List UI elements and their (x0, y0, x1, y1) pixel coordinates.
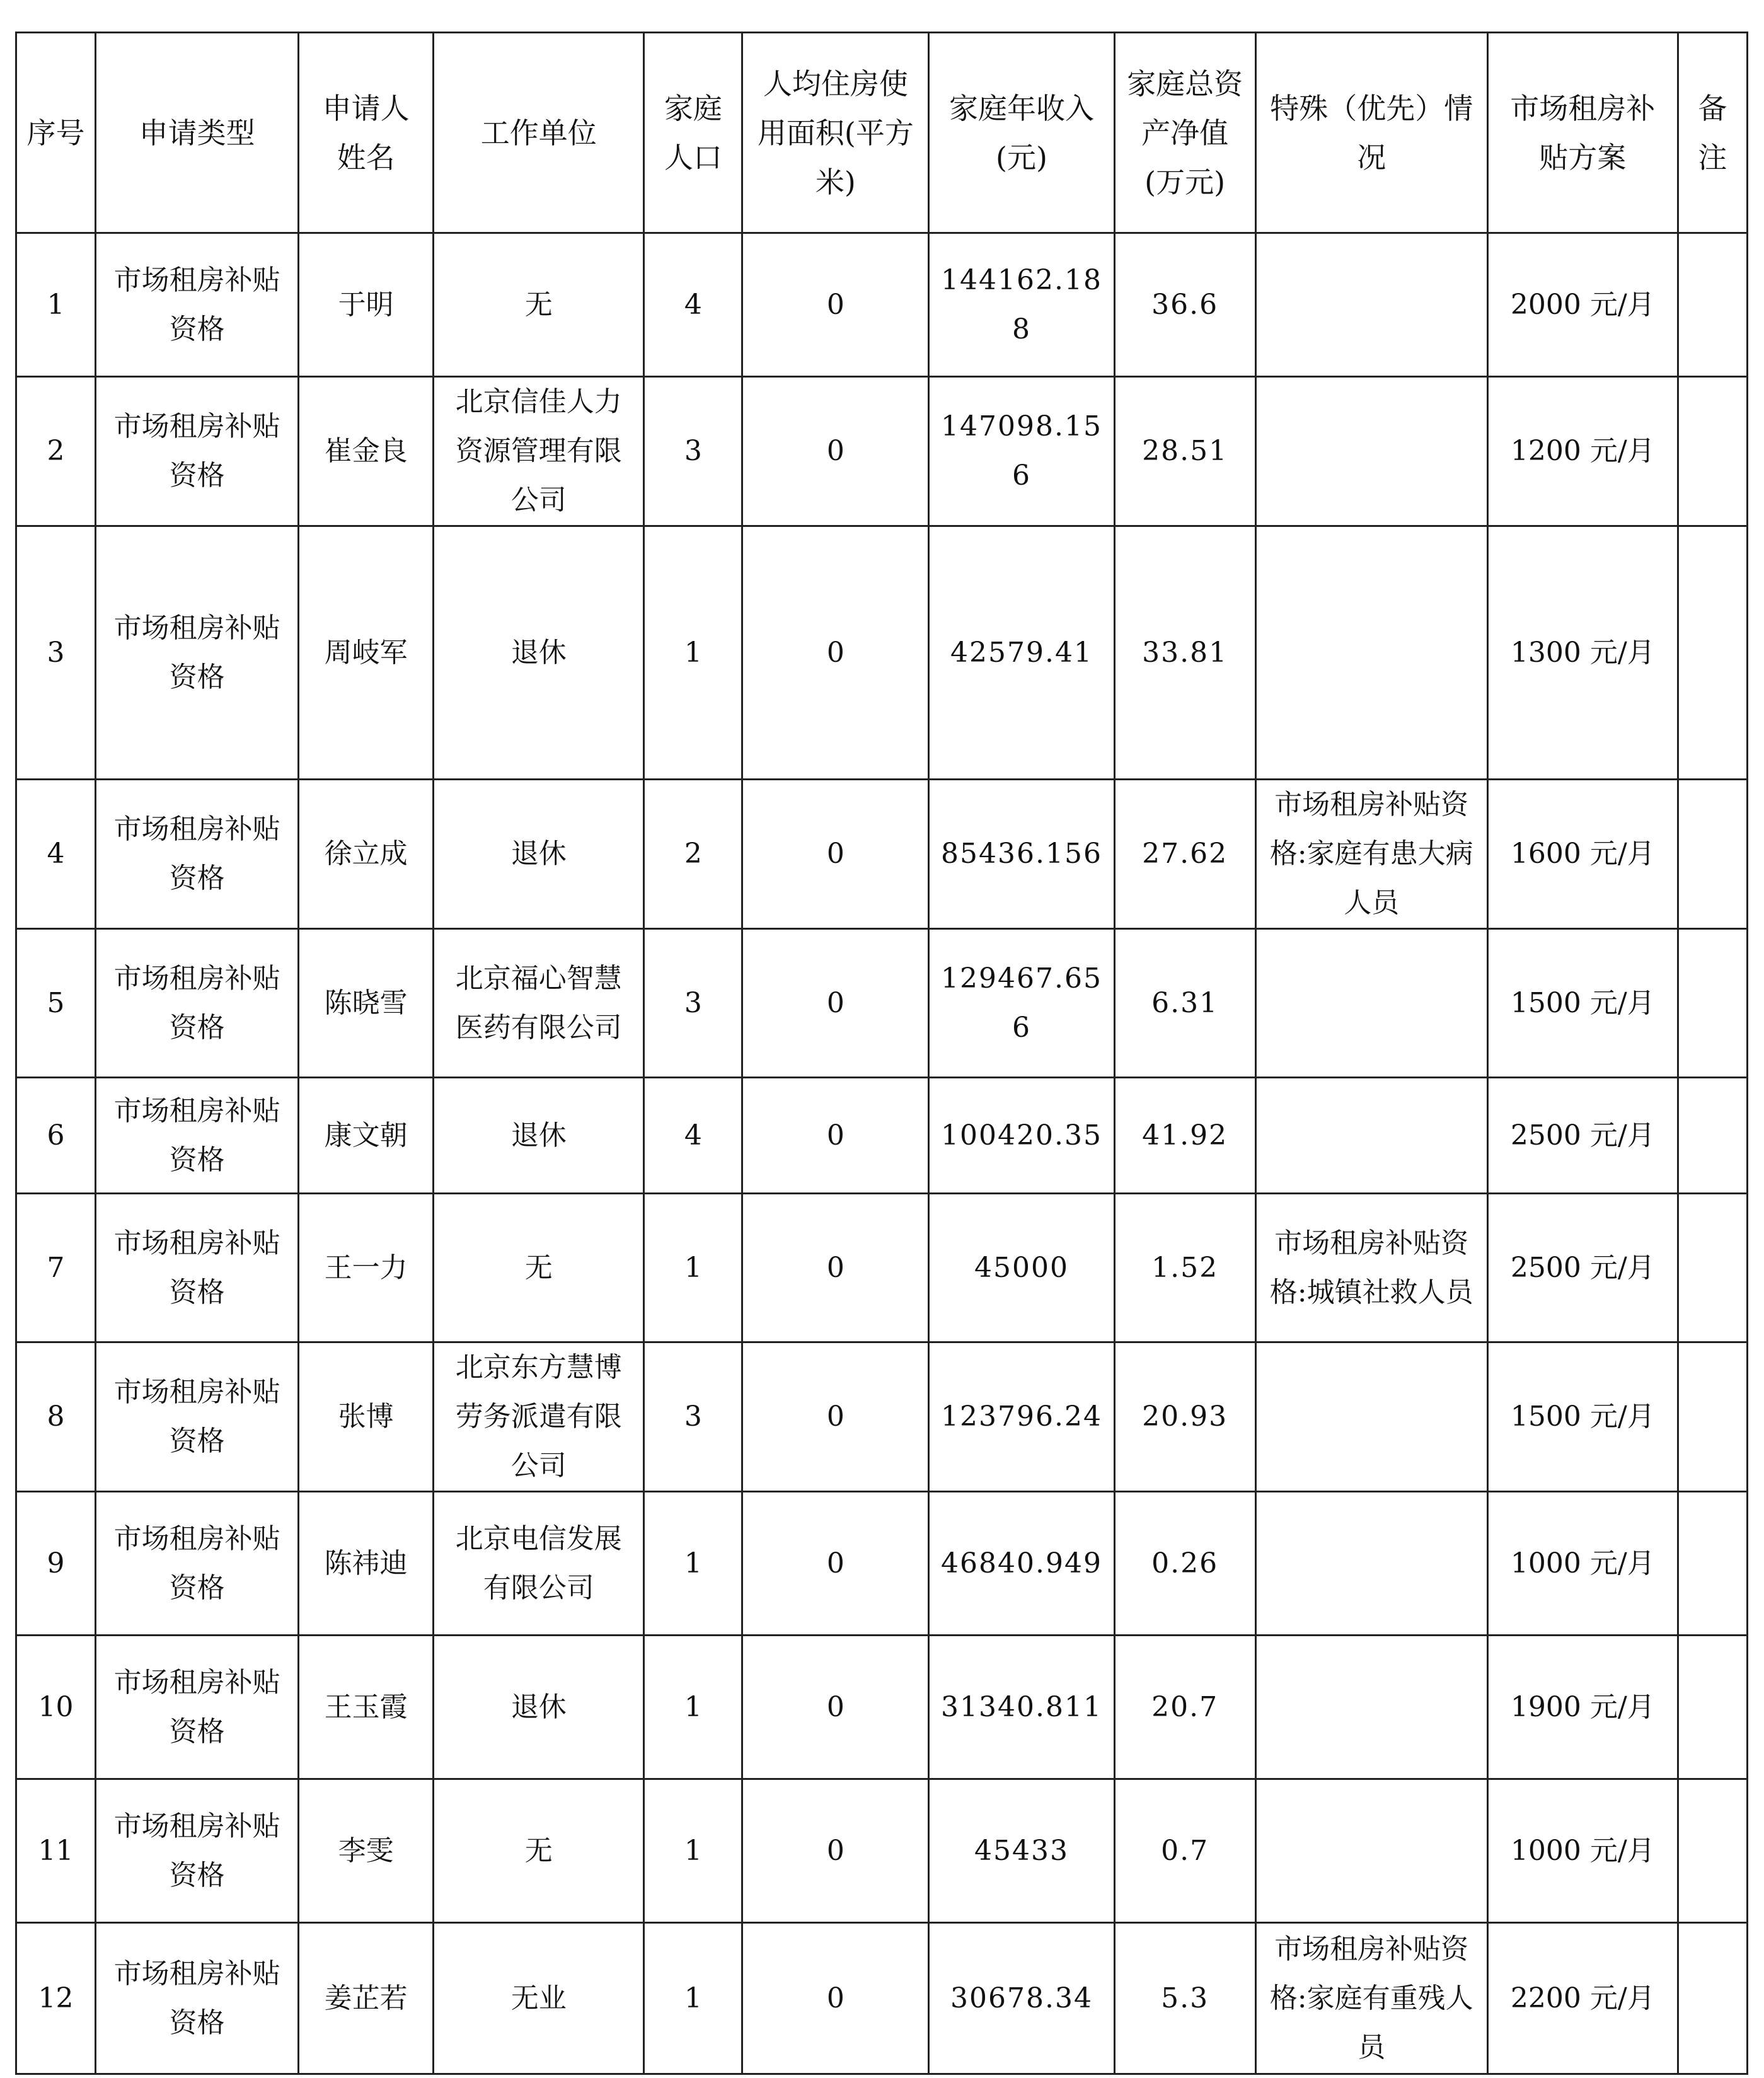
table-row (16, 1194, 1748, 1342)
header-employer: 工作单位 (434, 33, 644, 233)
cell-family-size: 2 (644, 780, 742, 929)
cell-name: 周岐军 (299, 526, 434, 780)
header-assets: 家庭总资产净值(万元) (1114, 33, 1255, 233)
cell-family-size: 3 (644, 929, 742, 1078)
cell-special (1255, 929, 1487, 1078)
cell-note (1678, 1779, 1747, 1923)
header-income: 家庭年收入(元) (929, 33, 1114, 233)
cell-employer: 无业 (434, 1923, 644, 2074)
cell-name: 崔金良 (299, 377, 434, 526)
table-row (16, 1636, 1748, 1779)
cell-type: 市场租房补贴资格 (96, 1923, 299, 2074)
cell-plan: 1900 元/月 (1487, 1636, 1678, 1779)
cell-employer: 退休 (434, 1078, 644, 1194)
subsidy-applicants-table (15, 32, 1748, 2075)
cell-type: 市场租房补贴资格 (96, 1636, 299, 1779)
cell-plan: 2500 元/月 (1487, 1194, 1678, 1342)
cell-income: 129467.656 (929, 929, 1114, 1078)
cell-name: 王一力 (299, 1194, 434, 1342)
cell-note (1678, 526, 1747, 780)
cell-family-size: 4 (644, 233, 742, 377)
cell-assets: 27.62 (1114, 780, 1255, 929)
cell-employer: 北京电信发展有限公司 (434, 1492, 644, 1636)
table-row (16, 1492, 1748, 1636)
cell-income: 147098.156 (929, 377, 1114, 526)
cell-income: 100420.35 (929, 1078, 1114, 1194)
cell-note (1678, 780, 1747, 929)
cell-area: 0 (742, 233, 929, 377)
cell-note (1678, 1923, 1747, 2074)
cell-name: 张博 (299, 1342, 434, 1492)
cell-employer: 北京信佳人力资源管理有限公司 (434, 377, 644, 526)
cell-type: 市场租房补贴资格 (96, 1078, 299, 1194)
cell-employer: 退休 (434, 1636, 644, 1779)
cell-no: 5 (16, 929, 96, 1078)
cell-note (1678, 233, 1747, 377)
cell-note (1678, 929, 1747, 1078)
cell-family-size: 1 (644, 1636, 742, 1779)
cell-employer: 无 (434, 233, 644, 377)
cell-plan: 1000 元/月 (1487, 1779, 1678, 1923)
cell-employer: 北京福心智慧医药有限公司 (434, 929, 644, 1078)
cell-no: 7 (16, 1194, 96, 1342)
cell-note (1678, 1078, 1747, 1194)
header-name: 申请人姓名 (299, 33, 434, 233)
cell-assets: 36.6 (1114, 233, 1255, 377)
cell-name: 康文朝 (299, 1078, 434, 1194)
table-row (16, 780, 1748, 929)
cell-assets: 41.92 (1114, 1078, 1255, 1194)
cell-plan: 2500 元/月 (1487, 1078, 1678, 1194)
cell-plan: 1500 元/月 (1487, 1342, 1678, 1492)
cell-family-size: 4 (644, 1078, 742, 1194)
cell-area: 0 (742, 377, 929, 526)
table-row (16, 929, 1748, 1078)
cell-special (1255, 526, 1487, 780)
cell-family-size: 1 (644, 1923, 742, 2074)
cell-type: 市场租房补贴资格 (96, 1194, 299, 1342)
cell-employer: 北京东方慧博劳务派遣有限公司 (434, 1342, 644, 1492)
cell-no: 10 (16, 1636, 96, 1779)
cell-plan: 1200 元/月 (1487, 377, 1678, 526)
cell-assets: 5.3 (1114, 1923, 1255, 2074)
cell-family-size: 1 (644, 1779, 742, 1923)
cell-employer: 无 (434, 1194, 644, 1342)
cell-type: 市场租房补贴资格 (96, 1492, 299, 1636)
cell-no: 3 (16, 526, 96, 780)
cell-income: 144162.188 (929, 233, 1114, 377)
cell-employer: 无 (434, 1779, 644, 1923)
cell-name: 于明 (299, 233, 434, 377)
cell-no: 2 (16, 377, 96, 526)
cell-type: 市场租房补贴资格 (96, 526, 299, 780)
cell-no: 4 (16, 780, 96, 929)
cell-plan: 1500 元/月 (1487, 929, 1678, 1078)
cell-type: 市场租房补贴资格 (96, 377, 299, 526)
cell-note (1678, 1194, 1747, 1342)
cell-assets: 28.51 (1114, 377, 1255, 526)
cell-income: 42579.41 (929, 526, 1114, 780)
cell-special: 市场租房补贴资格:家庭有重残人员 (1255, 1923, 1487, 2074)
table-row (16, 1078, 1748, 1194)
cell-assets: 1.52 (1114, 1194, 1255, 1342)
cell-assets: 20.7 (1114, 1636, 1255, 1779)
header-family-size: 家庭人口 (644, 33, 742, 233)
cell-type: 市场租房补贴资格 (96, 929, 299, 1078)
cell-family-size: 3 (644, 377, 742, 526)
cell-income: 45000 (929, 1194, 1114, 1342)
cell-name: 徐立成 (299, 780, 434, 929)
cell-employer: 退休 (434, 780, 644, 929)
cell-family-size: 1 (644, 1492, 742, 1636)
cell-income: 30678.34 (929, 1923, 1114, 2074)
cell-area: 0 (742, 1923, 929, 2074)
cell-assets: 0.7 (1114, 1779, 1255, 1923)
cell-area: 0 (742, 1636, 929, 1779)
header-type: 申请类型 (96, 33, 299, 233)
table-header-row (16, 33, 1748, 233)
cell-area: 0 (742, 1342, 929, 1492)
cell-no: 1 (16, 233, 96, 377)
cell-area: 0 (742, 526, 929, 780)
cell-area: 0 (742, 780, 929, 929)
header-special: 特殊（优先）情况 (1255, 33, 1487, 233)
header-no: 序号 (16, 33, 96, 233)
cell-plan: 1000 元/月 (1487, 1492, 1678, 1636)
cell-no: 8 (16, 1342, 96, 1492)
cell-area: 0 (742, 1194, 929, 1342)
table-row (16, 1779, 1748, 1923)
cell-family-size: 3 (644, 1342, 742, 1492)
cell-income: 45433 (929, 1779, 1114, 1923)
document-page (15, 32, 1748, 2075)
cell-name: 陈祎迪 (299, 1492, 434, 1636)
cell-plan: 1300 元/月 (1487, 526, 1678, 780)
cell-note (1678, 1492, 1747, 1636)
cell-special (1255, 1492, 1487, 1636)
cell-family-size: 1 (644, 1194, 742, 1342)
cell-special: 市场租房补贴资格:城镇社救人员 (1255, 1194, 1487, 1342)
cell-no: 11 (16, 1779, 96, 1923)
cell-name: 姜芷若 (299, 1923, 434, 2074)
cell-no: 6 (16, 1078, 96, 1194)
cell-name: 王玉霞 (299, 1636, 434, 1779)
cell-name: 李雯 (299, 1779, 434, 1923)
cell-plan: 2000 元/月 (1487, 233, 1678, 377)
cell-income: 123796.24 (929, 1342, 1114, 1492)
cell-income: 46840.949 (929, 1492, 1114, 1636)
cell-type: 市场租房补贴资格 (96, 1779, 299, 1923)
cell-special (1255, 377, 1487, 526)
table-row (16, 233, 1748, 377)
table-row (16, 526, 1748, 780)
cell-special (1255, 233, 1487, 377)
cell-type: 市场租房补贴资格 (96, 233, 299, 377)
cell-area: 0 (742, 1779, 929, 1923)
cell-special (1255, 1342, 1487, 1492)
header-note: 备注 (1678, 33, 1747, 233)
cell-plan: 2200 元/月 (1487, 1923, 1678, 2074)
cell-no: 9 (16, 1492, 96, 1636)
cell-assets: 33.81 (1114, 526, 1255, 780)
cell-income: 85436.156 (929, 780, 1114, 929)
table-body (16, 233, 1748, 2074)
cell-name: 陈晓雪 (299, 929, 434, 1078)
cell-special (1255, 1636, 1487, 1779)
cell-type: 市场租房补贴资格 (96, 1342, 299, 1492)
cell-note (1678, 1342, 1747, 1492)
cell-assets: 20.93 (1114, 1342, 1255, 1492)
cell-employer: 退休 (434, 526, 644, 780)
cell-special (1255, 1078, 1487, 1194)
cell-assets: 6.31 (1114, 929, 1255, 1078)
table-row (16, 1342, 1748, 1492)
cell-type: 市场租房补贴资格 (96, 780, 299, 929)
header-plan: 市场租房补贴方案 (1487, 33, 1678, 233)
cell-plan: 1600 元/月 (1487, 780, 1678, 929)
cell-special: 市场租房补贴资格:家庭有患大病人员 (1255, 780, 1487, 929)
table-row (16, 1923, 1748, 2074)
cell-area: 0 (742, 929, 929, 1078)
cell-note (1678, 377, 1747, 526)
header-area: 人均住房使用面积(平方米) (742, 33, 929, 233)
cell-no: 12 (16, 1923, 96, 2074)
cell-assets: 0.26 (1114, 1492, 1255, 1636)
cell-special (1255, 1779, 1487, 1923)
cell-income: 31340.811 (929, 1636, 1114, 1779)
table-row (16, 377, 1748, 526)
cell-area: 0 (742, 1078, 929, 1194)
cell-area: 0 (742, 1492, 929, 1636)
cell-note (1678, 1636, 1747, 1779)
cell-family-size: 1 (644, 526, 742, 780)
